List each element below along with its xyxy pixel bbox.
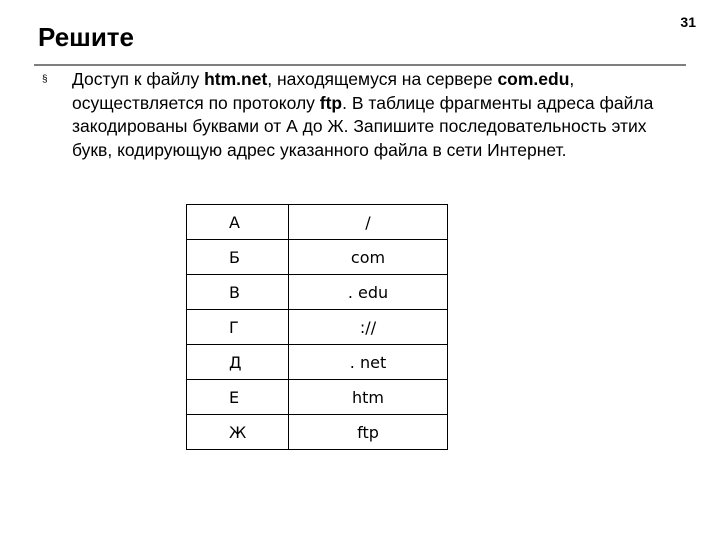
task-paragraph [38, 68, 688, 162]
address-fragment: :// [289, 310, 448, 345]
table-row [187, 310, 448, 345]
table-row [187, 240, 448, 275]
table-row [187, 275, 448, 310]
table-row [187, 380, 448, 415]
task-text-segment: , осуществляется по протоколу [72, 69, 575, 113]
code-letter: В [187, 275, 289, 310]
table-row [187, 205, 448, 240]
task-text-segment: Доступ к файлу [72, 69, 205, 89]
task-text-segment: , находящемуся на сервере [267, 69, 498, 89]
code-letter: Е [187, 380, 289, 415]
address-fragment: . net [289, 345, 448, 380]
slide-title: Решите [38, 22, 135, 52]
task-text-segment: . В таблице фрагменты адреса файла закодированы буквами от А до Ж. Запишите последовательность этих букв, кодирующую адрес указанного файла в сети Интернет. [72, 92, 654, 160]
address-fragment: . edu [289, 275, 448, 310]
task-text-protocol: ftp [319, 92, 343, 113]
task-text [72, 68, 688, 162]
address-fragment: ftp [289, 415, 448, 450]
code-letter: Б [187, 240, 289, 275]
task-text-server: com.edu [497, 69, 570, 89]
table-row [187, 345, 448, 380]
code-letter: Д [187, 345, 289, 380]
task-text-filename: htm.net [204, 69, 268, 89]
code-table [186, 204, 448, 450]
table-row [187, 415, 448, 450]
title-divider [34, 64, 686, 66]
address-fragment: htm [289, 380, 448, 415]
code-letter: А [187, 205, 289, 240]
address-fragment: / [289, 205, 448, 240]
slide-number: 31 [680, 14, 696, 30]
code-letter: Ж [187, 415, 289, 450]
address-fragment: com [289, 240, 448, 275]
code-letter: Г [187, 310, 289, 345]
bullet-icon: § [42, 74, 48, 85]
